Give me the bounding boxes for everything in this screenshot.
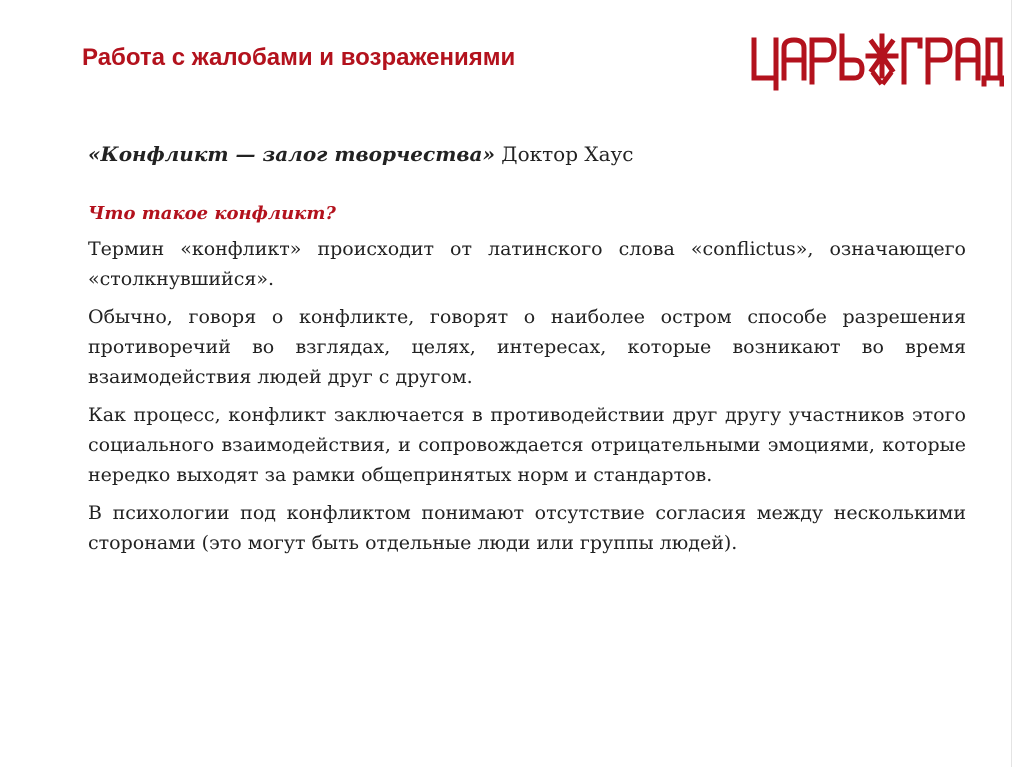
quote-author: Доктор Хаус [494,142,634,166]
slide-title: Работа с жалобами и возражениями [82,44,516,71]
quote-line [88,140,966,168]
slide-edge-divider [1011,0,1012,767]
section-question: Что такое конфликт? [88,203,336,224]
paragraph-process: Как процесс, конфликт заключается в противодействии друг другу участников этого социального взаимодействия, и сопровождается отрицательными эмоциями, которые нередко выходят за рамки общепринятых норм и стандартов. [88,404,966,486]
paragraph-psychology: В психологии под конфликтом понимают отсутствие согласия между несколькими сторонами (это могут быть отдельные люди или группы людей). [88,502,966,554]
tsargrad-logo [748,26,1004,94]
quote-text: «Конфликт — залог творчества» [88,142,495,166]
paragraph-definition: Обычно, говоря о конфликте, говорят о наиболее остром способе разрешения противоречий во взглядах, целях, интересах, которые возникают во время взаимодействия людей друг с другом. [88,306,966,388]
slide-content [88,140,966,566]
paragraph-etymology: Термин «конфликт» происходит от латинского слова «conflictus», означающего «столкнувшийся». [88,238,966,290]
